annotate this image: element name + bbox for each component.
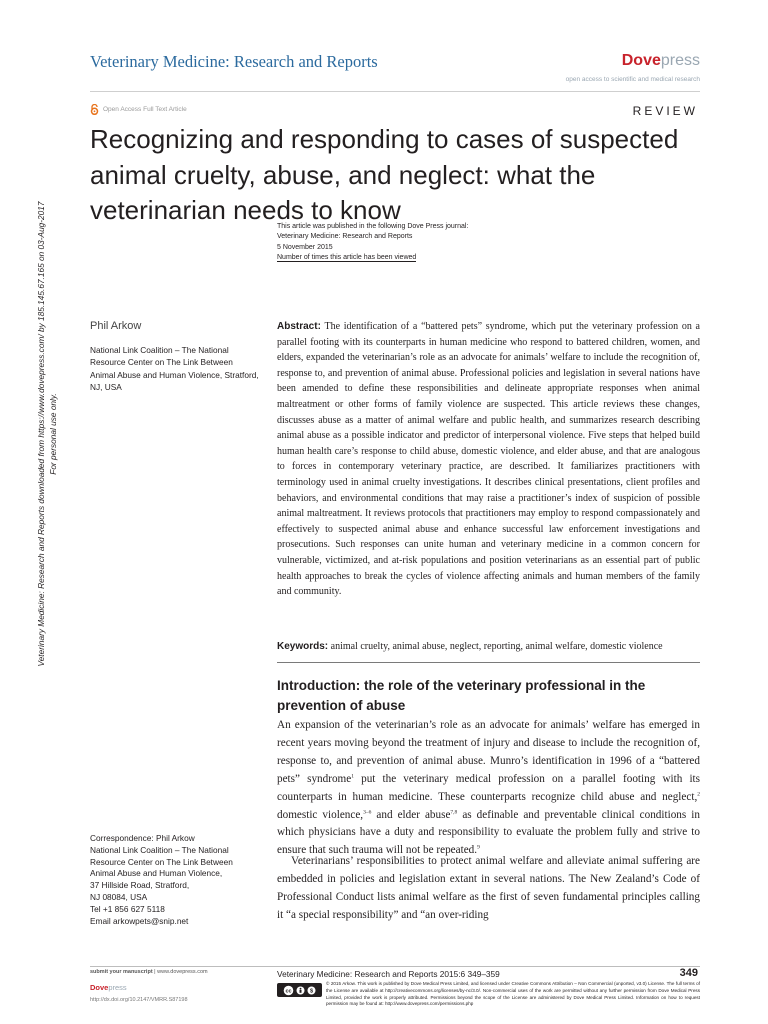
- watermark-personal-use: For personal use only.: [47, 393, 58, 475]
- para-text: as definable and preventable clinical conditions in which physicians have a duty and responsibility to evaluate the problem fully and strive to ensure that such trauma will not be repeated.: [277, 808, 700, 857]
- footer-brand-press: press: [108, 983, 127, 992]
- download-watermark: [30, 160, 80, 710]
- correspondence-email[interactable]: Email arkowpets@snip.net: [90, 915, 189, 926]
- attribution-icon: [296, 986, 305, 995]
- abstract: [277, 319, 700, 600]
- footer-dovepress-logo[interactable]: [90, 983, 127, 992]
- pubinfo-date: 5 November 2015: [277, 243, 333, 251]
- citation-ref[interactable]: 9: [477, 844, 480, 851]
- dovepress-logo[interactable]: [622, 52, 700, 70]
- footer-citation: Veterinary Medicine: Research and Reports 2015:6 349–359: [277, 969, 500, 979]
- cc-icon: [283, 985, 294, 996]
- journal-title[interactable]: Veterinary Medicine: Research and Reports: [90, 52, 378, 71]
- submit-url: www.dovepress.com: [157, 969, 208, 975]
- header-divider: [90, 91, 700, 92]
- open-access-lock-icon: [90, 104, 99, 115]
- submit-manuscript-link[interactable]: submit your manuscript | www.dovepress.com: [90, 969, 208, 975]
- open-access-label: Open Access Full Text Article: [103, 106, 187, 113]
- keywords-text: animal cruelty, animal abuse, neglect, reporting, animal welfare, domestic violence: [328, 641, 663, 652]
- citation-ref[interactable]: 1: [351, 772, 354, 779]
- para-text: An expansion of the veterinarian’s role as an advocate for animals’ welfare has emerged in recent years moving beyond the treatment of injury and disease to include the recognition of, response to, and prevention of animal abuse. Munro’s identification in 1996 of a “battered pets” syndrome: [277, 719, 700, 785]
- correspondence-line: Correspondence: Phil Arkow: [90, 833, 195, 843]
- svg-text:$: $: [309, 988, 314, 994]
- citation-ref[interactable]: 3–6: [363, 808, 372, 815]
- pubinfo-journal: Veterinary Medicine: Research and Reports: [277, 233, 413, 241]
- author-affiliation: National Link Coalition – The National Resource Center on The Link Between Animal Abuse and Human Violence, Stratford, NJ, USA: [90, 345, 259, 392]
- license-text: © 2015 Arkow. This work is published by Dove Medical Press Limited, and licensed under Creative Commons Attribution – Non Commercial (unported, v3.0) License. The full terms of the License are available at http://creativecommons.org/licenses/by-nc/3.0/. Non-commercial uses of the work are permitted without any further permission from Dove Medical Press Limited, provided the work is properly attributed. Permissions beyond the scope of the License are administered by Dove Medical Press Limited. Information on how to request permission may be found at: http://www.dovepress.com/permissions.php: [326, 981, 700, 1007]
- footer-divider: [90, 966, 700, 967]
- doi-link[interactable]: http://dx.doi.org/10.2147/VMRR.S87198: [90, 997, 188, 1003]
- watermark-line: Veterinary Medicine: Research and Reports downloaded from https://www.dovepress.com/ by 185.145.67.165 on 03-Aug-2017: [36, 201, 46, 667]
- correspondence-line: National Link Coalition – The National: [90, 844, 229, 855]
- para-text: put the veterinary medical profession on a parallel footing with its counterparts in human medicine. These counterparts recognize child abuse and neglect,: [277, 772, 701, 803]
- correspondence-line: Animal Abuse and Human Violence,: [90, 868, 223, 879]
- page-number: 349: [679, 967, 698, 979]
- correspondence-line: 37 Hillside Road, Stratford,: [90, 880, 190, 891]
- correspondence-block: [90, 833, 275, 927]
- correspondence-phone: Tel +1 856 627 5118: [90, 903, 165, 914]
- para-text: domestic violence,: [277, 808, 364, 821]
- article-type: REVIEW: [632, 104, 698, 118]
- publication-info: [277, 222, 468, 263]
- brand-dove: Dove: [621, 52, 661, 69]
- article-title: Recognizing and responding to cases of suspected animal cruelty, abuse, and neglect: what the veterinarian needs to know: [90, 124, 679, 225]
- submit-label: submit your manuscript: [90, 969, 153, 975]
- publisher-tagline: open access to scientific and medical research: [565, 76, 700, 83]
- body-paragraph: Veterinarians’ responsibilities to protect animal welfare and alleviate animal suffering are embedded in policies and legislation extant in several nations. The New Zealand’s Code of Professional Conduct lists animal welfare as the first of seven fundamental principles calling it “a special responsibility” and “an over-riding: [277, 855, 700, 921]
- svg-text:cc: cc: [285, 988, 292, 995]
- creative-commons-badge[interactable]: [277, 983, 322, 997]
- abstract-divider: [277, 662, 700, 663]
- footer-brand-dove: Dove: [90, 983, 109, 992]
- citation-ref[interactable]: 7,8: [450, 808, 458, 815]
- pubinfo-line: This article was published in the following Dove Press journal:: [277, 223, 469, 230]
- open-access-badge: [90, 104, 187, 115]
- abstract-label: Abstract:: [277, 321, 321, 332]
- para-text: and elder abuse: [371, 808, 451, 821]
- author-name: Phil Arkow: [90, 320, 142, 332]
- abstract-text: The identification of a “battered pets” syndrome, which put the veterinary profession on a parallel footing with its counterparts in human medicine who respond to battered children, women, and elders, expanded the veterinarian’s role as an advocate for animals’ welfare to include the recognition of, response to, and prevention of animal abuse. Professional policies and legislation in several nations have been amended to define these responsibilities and delineate appropriate responses when animal maltreatment or other forms of family violence are suspected. This article reviews these changes, discusses abuse as a matter of animal welfare and public health, and summarizes research describing animal abuse as a possible indicator and predictor of interpersonal violence. Five steps that helped build human health care’s response to child abuse, domestic violence, and elder abuse, and that are analogous to forces in contemporary veterinary practice, are described. It familiarizes practitioners with terminology used in animal cruelty investigations. It describes clinical presentations, client profiles and behaviors, and environmental conditions that may raise a practitioner’s index of suspicion of possible animal maltreatment. It reviews protocols that practitioners may employ to respond compassionately and effectively to suspected animal abuse and enhance successful law enforcement investigations and prosecutions. Such responses can unite human and veterinary medicine in a common concern for vulnerable, victimized, and at-risk populations and position veterinarians as an essential part of public health approaches to break the cycles of violence affecting animals and human members of the family and community.: [277, 321, 700, 598]
- correspondence-line: Resource Center on The Link Between: [90, 856, 233, 867]
- body-paragraph: [277, 717, 700, 860]
- citation-ref[interactable]: 2: [697, 790, 700, 797]
- brand-press: press: [660, 52, 700, 69]
- noncommercial-icon: [307, 986, 316, 995]
- correspondence-line: NJ 08084, USA: [90, 891, 148, 902]
- keywords-label: Keywords:: [277, 641, 329, 652]
- views-link[interactable]: Number of times this article has been viewed: [277, 253, 417, 261]
- keywords: [277, 640, 700, 654]
- section-heading: Introduction: the role of the veterinary professional in the prevention of abuse: [277, 678, 646, 713]
